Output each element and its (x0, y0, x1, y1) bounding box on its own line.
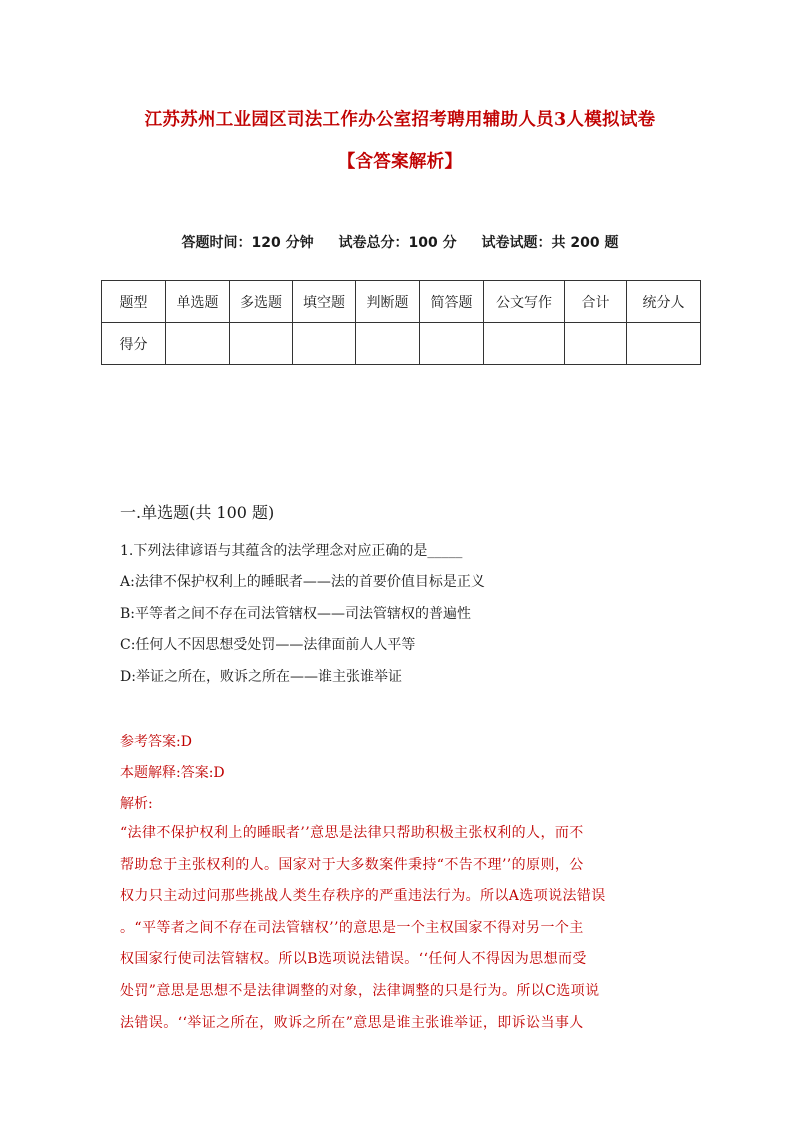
score-table-header: 判断题 (356, 281, 420, 323)
section-title: 一.单选题(共 100 题) (120, 503, 275, 522)
exam-time: 答题时间：120 分钟 (181, 235, 314, 251)
score-table-header: 单选题 (166, 281, 230, 323)
exam-question-count: 试卷试题：共 200 题 (481, 235, 619, 251)
analysis-line: 帮助怠于主张权利的人。国家对于大多数案件秉持“不告不理’’的原则，公 (120, 856, 584, 873)
option-a: A:法律不保护权利上的睡眠者——法的首要价值目标是正义 (120, 574, 485, 590)
score-table-header: 合计 (565, 281, 627, 323)
reference-answer: 参考答案:D (120, 734, 192, 750)
score-cell (356, 323, 420, 365)
score-cell (230, 323, 293, 365)
question-stem: 1.下列法律谚语与其蕴含的法学理念对应正确的是_____ (120, 543, 463, 559)
option-b: B:平等者之间不存在司法管辖权——司法管辖权的普遍性 (120, 606, 472, 622)
explanation-header: 本题解释:答案:D (120, 765, 225, 781)
option-c: C:任何人不因思想受处罚——法律面前人人平等 (120, 637, 416, 653)
analysis-line: 。“平等者之间不存在司法管辖权’’的意思是一个主权国家不得对另一个主 (120, 919, 584, 936)
score-table-header: 简答题 (420, 281, 484, 323)
exam-total-score: 试卷总分：100 分 (338, 235, 457, 251)
score-cell (484, 323, 565, 365)
analysis-line: “法律不保护权利上的睡眠者’’意思是法律只帮助积极主张权利的人，而不 (120, 825, 584, 841)
analysis-text (120, 818, 680, 1039)
score-cell (565, 323, 627, 365)
score-cell (420, 323, 484, 365)
score-table-header: 公文写作 (484, 281, 565, 323)
exam-info (0, 232, 800, 252)
analysis-line: 处罚”意思是思想不是法律调整的对象，法律调整的只是行为。所以C选项说 (120, 982, 600, 999)
score-cell (293, 323, 356, 365)
option-d: D:举证之所在，败诉之所在——谁主张谁举证 (120, 669, 402, 685)
score-cell (627, 323, 701, 365)
document-title-line2: 【含答案解析】 (337, 152, 463, 172)
score-table (101, 280, 701, 365)
score-table-header: 填空题 (293, 281, 356, 323)
score-cell (166, 323, 230, 365)
analysis-line: 法错误。‘‘举证之所在，败诉之所在”意思是谁主张谁举证，即诉讼当事人 (120, 1014, 584, 1031)
score-table-header: 统分人 (627, 281, 701, 323)
analysis-line: 权国家行使司法管辖权。所以B选项说法错误。‘‘任何人不得因为思想而受 (120, 951, 587, 968)
analysis-label: 解析: (120, 796, 153, 812)
score-table-header-row (102, 281, 701, 323)
document-title-line1: 江苏苏州工业园区司法工作办公室招考聘用辅助人员3人模拟试卷 (144, 110, 656, 130)
score-table-header: 题型 (102, 281, 166, 323)
score-table-score-row (102, 323, 701, 365)
score-table-header: 多选题 (230, 281, 293, 323)
analysis-line: 权力只主动过问那些挑战人类生存秩序的严重违法行为。所以A选项说法错误 (120, 888, 606, 905)
score-row-label: 得分 (102, 323, 166, 365)
